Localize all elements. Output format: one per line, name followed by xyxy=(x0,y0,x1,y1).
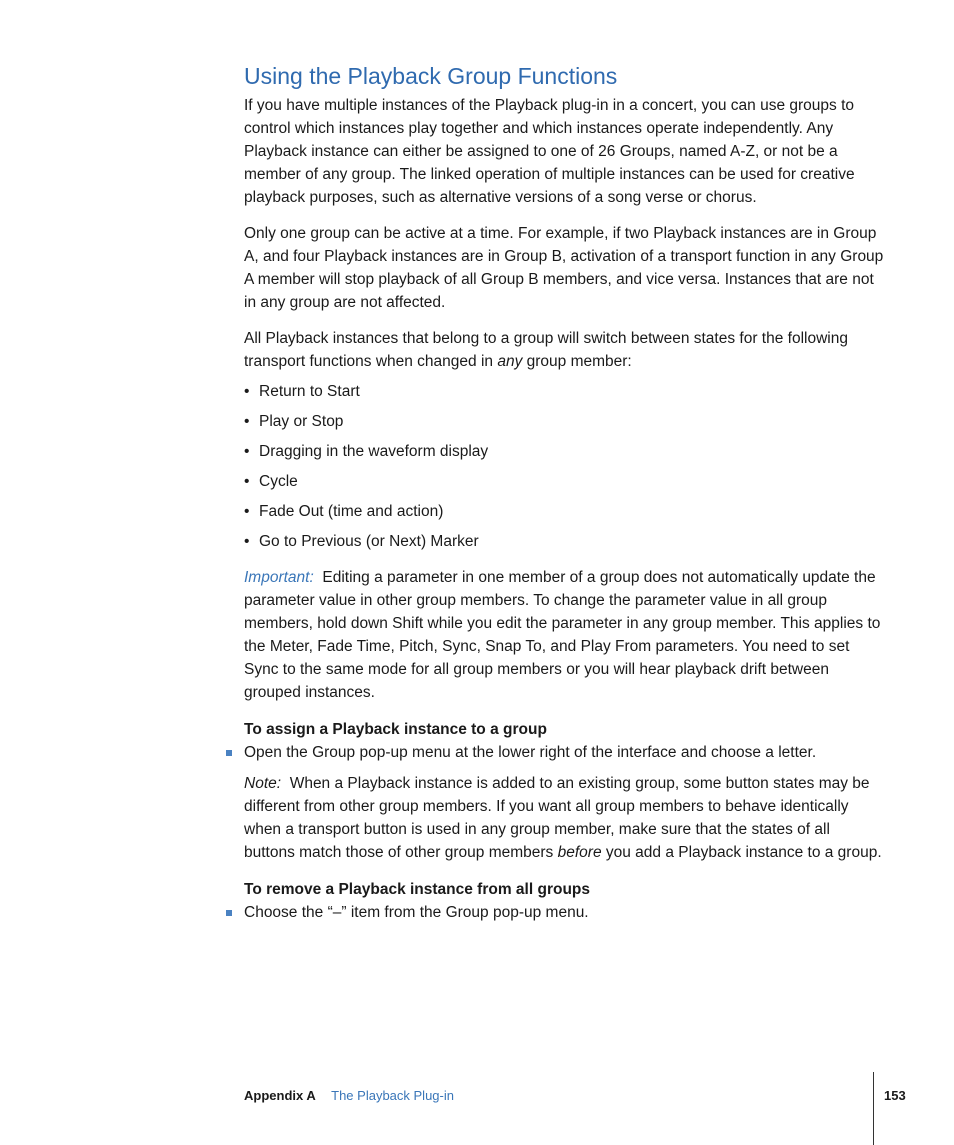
list-item: • Dragging in the waveform display xyxy=(244,440,884,463)
p3-after: group member: xyxy=(522,353,632,370)
footer-appendix: Appendix A xyxy=(244,1088,316,1103)
p3-emphasis: any xyxy=(497,353,523,370)
footer-divider xyxy=(873,1072,874,1145)
transport-function-list xyxy=(244,380,884,553)
page-content xyxy=(244,60,884,932)
page-footer xyxy=(244,1087,454,1105)
task-step-assign: Open the Group pop-up menu at the lower right of the interface and choose a letter. xyxy=(244,741,884,764)
bullet-icon: • xyxy=(244,533,250,550)
page-number: 153 xyxy=(884,1088,906,1103)
paragraph-transport-functions xyxy=(244,327,884,373)
p3-before: All Playback instances that belong to a group will switch between states for the following transport functions when changed in xyxy=(244,330,848,370)
list-item: • Fade Out (time and action) xyxy=(244,500,884,523)
task-step-remove: Choose the “–” item from the Group pop-up menu. xyxy=(244,901,884,924)
important-note xyxy=(244,566,884,704)
paragraph-intro: If you have multiple instances of the Playback plug-in in a concert, you can use groups to control which instances play together and which instances operate independently. Any Playback instance can either be assigned to one of 26 Groups, named A-Z, or not be a member of any group. The linked operation of multiple instances can be used for creative playback purposes, such as alternative versions of a song verse or chorus. xyxy=(244,97,855,206)
list-item: • Cycle xyxy=(244,470,884,493)
important-text: Editing a parameter in one member of a group does not automatically update the parameter value in other group members. To change the parameter value in all group members, hold down Shift while you edit the parameter in any group member. This applies to the Meter, Fade Time, Pitch, Sync, Snap To, and Play From parameters. You need to set Sync to the same mode for all group members or you will hear playback drift between grouped instances. xyxy=(244,569,881,701)
task-heading-assign: To assign a Playback instance to a group xyxy=(244,721,547,738)
note-label: Note: xyxy=(244,775,282,792)
note-paragraph: Note: When a Playback instance is added to an existing group, some button states may be different from other group members. If you want all group members to behave identically when a transport button is used in any group member, make sure that the states of all buttons match those of other group members before you add a Playback instance to a group. xyxy=(244,775,882,861)
bullet-icon: • xyxy=(244,383,250,400)
important-label: Important: xyxy=(244,569,314,586)
bullet-icon: • xyxy=(244,413,250,430)
bullet-icon: • xyxy=(244,473,250,490)
list-item: • Play or Stop xyxy=(244,410,884,433)
bullet-icon: • xyxy=(244,503,250,520)
paragraph-active-group: Only one group can be active at a time. For example, if two Playback instances are in Group A, and four Playback instances are in Group B, activation of a transport function in any Group A member will stop playback of all Group B members, and vice versa. Instances that are not in any group are not affected. xyxy=(244,225,884,311)
note-emphasis: before xyxy=(557,844,602,861)
bullet-icon: • xyxy=(244,443,250,460)
list-item: • Return to Start xyxy=(244,380,884,403)
section-heading: Using the Playback Group Functions xyxy=(244,63,618,89)
task-heading-remove: To remove a Playback instance from all groups xyxy=(244,881,590,898)
task-bullet-icon xyxy=(226,910,232,916)
footer-chapter-link[interactable]: The Playback Plug-in xyxy=(331,1088,454,1103)
list-item: • Go to Previous (or Next) Marker xyxy=(244,530,884,553)
task-bullet-icon xyxy=(226,750,232,756)
